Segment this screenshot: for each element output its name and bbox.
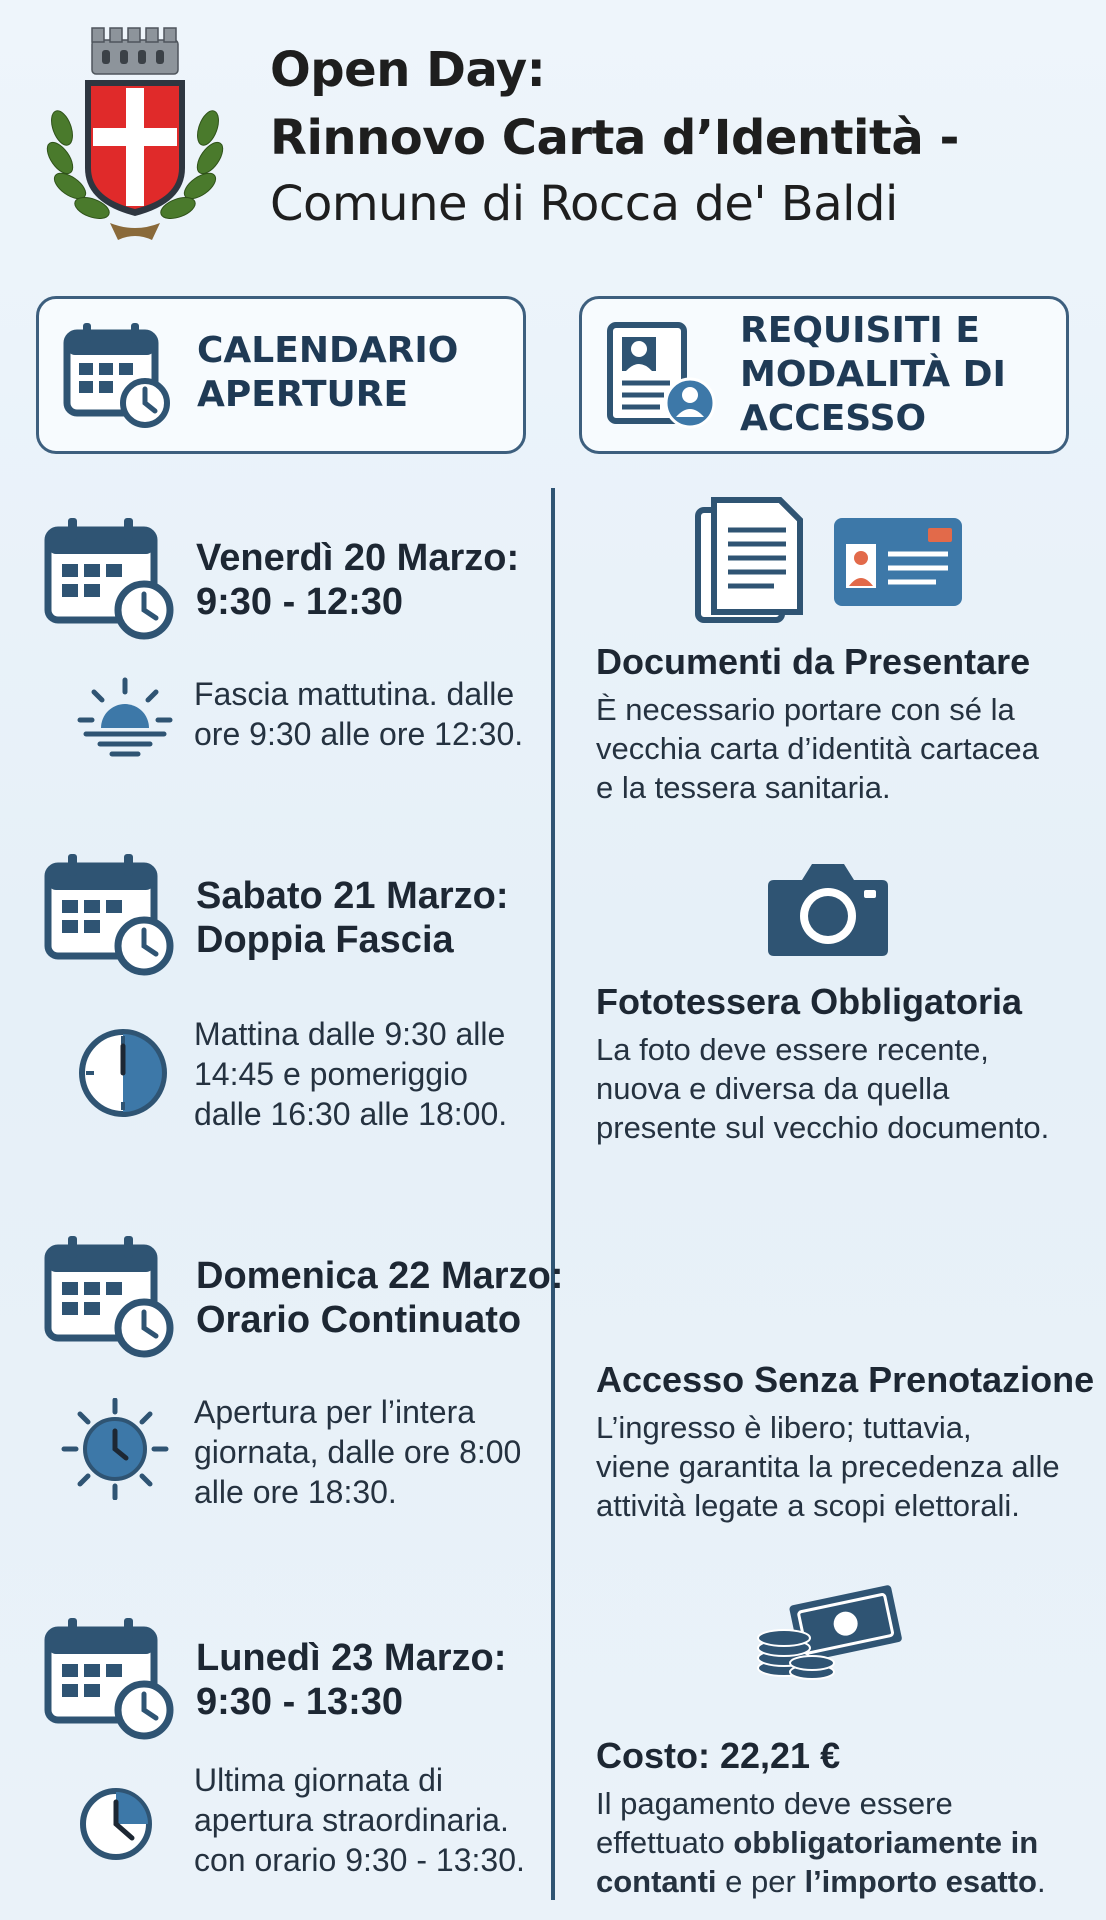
requirement-text-line: viene garantita la precedenza alle — [596, 1449, 1060, 1484]
text-normal: effettuato — [596, 1825, 734, 1860]
requirements-header-box — [579, 296, 1069, 454]
camera-icon — [764, 860, 892, 960]
text-bold: contanti — [596, 1864, 717, 1899]
money-icon — [754, 1580, 904, 1680]
page-title-line2: Rinnovo Carta d’Identità - — [270, 110, 959, 166]
text-normal: . — [1036, 1864, 1046, 1899]
requirement-text-line: L’ingresso è libero; tuttavia, — [596, 1410, 972, 1445]
day-description-line: 14:45 e pomeriggio — [194, 1056, 468, 1092]
text-bold: l’importo esatto — [804, 1864, 1037, 1899]
day-subtitle: Orario Continuato — [196, 1299, 522, 1341]
day-description-line: Mattina dalle 9:30 alle — [194, 1016, 506, 1052]
day-subtitle: Doppia Fascia — [196, 919, 454, 961]
column-divider — [551, 488, 555, 1900]
requirements-header-line1: REQUISITI E — [740, 310, 980, 351]
requirement-text-line: attività legate a scopi elettorali. — [596, 1488, 1020, 1523]
requirement-title: Fototessera Obbligatoria — [596, 981, 1023, 1022]
id-document-user-icon — [604, 321, 724, 433]
day-description-line: Fascia mattutina. dalle — [194, 676, 515, 712]
day-description-line: alle ore 18:30. — [194, 1474, 397, 1510]
sunrise-icon — [76, 676, 174, 760]
day-description-line: Ultima giornata di — [194, 1762, 443, 1798]
requirements-header-line2: MODALITÀ DI — [740, 354, 1006, 395]
day-title: Lunedì 23 Marzo: — [196, 1637, 507, 1679]
text-bold: obbligatoriamente in — [733, 1825, 1039, 1860]
sun-clock-icon — [60, 1398, 170, 1500]
requirement-text-line: La foto deve essere recente, — [596, 1032, 989, 1067]
documents-icon — [694, 496, 806, 626]
calendar-header-line2: APERTURE — [197, 374, 409, 415]
day-description-line: Apertura per l’intera — [194, 1394, 476, 1430]
calendar-clock-icon — [63, 319, 173, 431]
day-description-line: apertura straordinaria. — [194, 1802, 509, 1838]
requirement-text-line — [596, 1862, 1096, 1901]
cost-title: Costo: 22,21 € — [596, 1735, 841, 1776]
day-title: Sabato 21 Marzo: — [196, 875, 509, 917]
day-description-line: giornata, dalle ore 8:00 — [194, 1434, 522, 1470]
coat-of-arms-icon — [40, 18, 230, 248]
clock-quarter-icon — [78, 1786, 154, 1862]
requirement-title: Documenti da Presentare — [596, 641, 1031, 682]
day-title: Venerdì 20 Marzo: — [196, 537, 520, 579]
requirement-text-line — [596, 1823, 1096, 1862]
calendar-header-box — [36, 296, 526, 454]
requirement-text-line: Il pagamento deve essere — [596, 1786, 953, 1821]
day-description-line: con orario 9:30 - 13:30. — [194, 1842, 525, 1878]
requirement-text-line: nuova e diversa da quella — [596, 1071, 950, 1106]
requirement-text-line: vecchia carta d’identità cartacea — [596, 731, 1039, 766]
calendar-clock-icon — [44, 516, 180, 640]
requirement-text-line: e la tessera sanitaria. — [596, 770, 891, 805]
day-title: Domenica 22 Marzo: — [196, 1255, 564, 1297]
calendar-clock-icon — [44, 1616, 180, 1740]
text-normal: e per — [716, 1864, 805, 1899]
day-subtitle: 9:30 - 13:30 — [196, 1681, 404, 1723]
requirement-text-line: È necessario portare con sé la — [596, 692, 1015, 727]
requirements-header-line3: ACCESSO — [740, 398, 927, 439]
calendar-header-line1: CALENDARIO — [197, 330, 459, 371]
calendar-clock-icon — [44, 1234, 180, 1358]
calendar-clock-icon — [44, 852, 180, 976]
page-title-line1: Open Day: — [270, 42, 546, 98]
id-card-icon — [832, 516, 964, 608]
requirement-title: Accesso Senza Prenotazione — [596, 1359, 1095, 1400]
clock-icon — [76, 1026, 170, 1120]
day-description-line: ore 9:30 alle ore 12:30. — [194, 716, 524, 752]
page-subtitle: Comune di Rocca de' Baldi — [270, 176, 898, 232]
requirement-text-line: presente sul vecchio documento. — [596, 1110, 1050, 1145]
day-description-line: dalle 16:30 alle 18:00. — [194, 1096, 508, 1132]
day-subtitle: 9:30 - 12:30 — [196, 581, 404, 623]
